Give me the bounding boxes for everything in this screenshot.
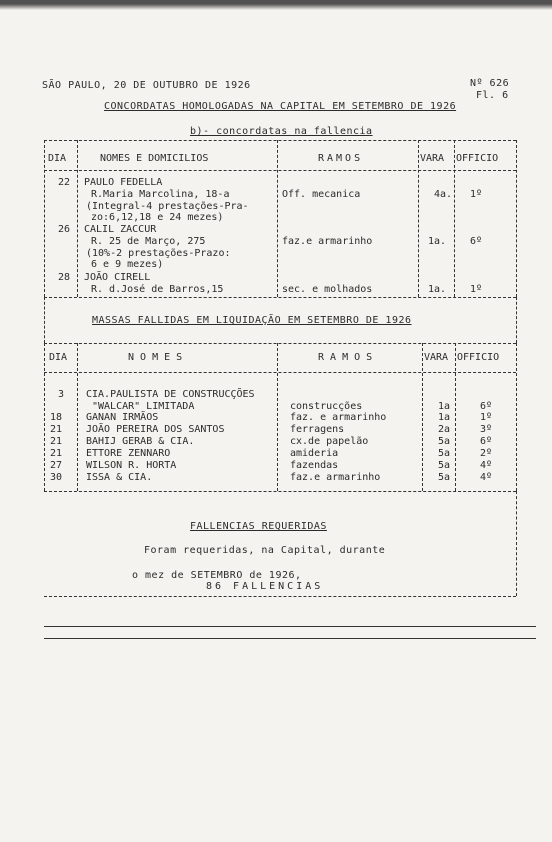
row-name: GANAN IRMÃOS xyxy=(86,412,159,423)
frame-line xyxy=(44,297,45,343)
row-ramo: faz. e armarinho xyxy=(290,412,387,423)
table2-col-line xyxy=(455,343,456,491)
row-name: CALIL ZACCUR xyxy=(84,224,157,235)
row-name: ETTORE ZENNARO xyxy=(86,448,171,459)
page-title: CONCORDATAS HOMOLOGADAS NA CAPITAL EM SETEMBRO DE 1926 xyxy=(104,101,457,112)
row-vara: 5a xyxy=(438,472,451,483)
table1-col-line xyxy=(277,140,278,297)
row-ramo: fazendas xyxy=(290,460,339,471)
row-terms: (Integral-4 prestações-Pra- xyxy=(86,201,249,212)
table2-header-rule xyxy=(44,372,516,373)
row-terms: (10%-2 prestações-Prazo: xyxy=(86,248,231,259)
row-officio: 1º xyxy=(470,189,483,200)
row-vara: 5a xyxy=(438,436,451,447)
dateline: SÃO PAULO, 20 DE OUTUBRO DE 1926 xyxy=(42,80,251,91)
section3-line2: o mez de SETEMBRO de 1926, xyxy=(132,570,302,581)
row-ramo: amideria xyxy=(290,448,339,459)
table2-header-officio: OFFICIO xyxy=(457,352,500,363)
row-dia: 26 xyxy=(58,224,71,235)
closing-rule xyxy=(44,638,536,639)
row-ramo: Off. mecanica xyxy=(282,189,361,200)
table2-col-line xyxy=(77,343,78,491)
row-name: BAHIJ GERAB & CIA. xyxy=(86,436,195,447)
table2-header-nomes: N O M E S xyxy=(128,352,183,363)
row-ramo: construcções xyxy=(290,401,363,412)
table2-col-line xyxy=(516,343,517,491)
table1-header-nomes: NOMES E DOMICILIOS xyxy=(100,153,209,164)
row-vara: 1a xyxy=(438,412,451,423)
table1-col-line xyxy=(44,140,45,297)
row-name: CIA.PAULISTA DE CONSTRUCÇÕES xyxy=(86,389,255,400)
row-vara: 5a xyxy=(438,448,451,459)
row-officio: 2º xyxy=(480,448,493,459)
row-name: JOÃO PEREIRA DOS SANTOS xyxy=(86,424,225,435)
row-name: WILSON R. HORTA xyxy=(86,460,177,471)
row-officio: 4º xyxy=(480,460,493,471)
table2-col-line xyxy=(277,343,278,491)
row-address: R. d.José de Barros,15 xyxy=(91,284,224,295)
table1-col-line xyxy=(516,140,517,297)
table1-header-vara: VARA xyxy=(420,153,445,164)
frame-line xyxy=(516,297,517,343)
table1-bottom-rule xyxy=(44,297,516,298)
row-vara: 5a xyxy=(438,460,451,471)
row-ramo: ferragens xyxy=(290,424,345,435)
table1-col-line xyxy=(418,140,419,297)
row-officio: 6º xyxy=(480,401,493,412)
row-terms: 6 e 9 mezes) xyxy=(91,259,164,270)
row-ramo: cx.de papelão xyxy=(290,436,369,447)
table2-top-rule xyxy=(44,343,516,344)
row-ramo: faz.e armarinho xyxy=(282,236,373,247)
table2-header-vara: VARA xyxy=(424,352,449,363)
row-dia: 30 xyxy=(50,472,63,483)
table2-col-line xyxy=(422,343,423,491)
row-ramo: sec. e molhados xyxy=(282,284,373,295)
row-vara: 1a. xyxy=(428,284,447,295)
row-dia: 21 xyxy=(50,436,63,447)
closing-rule xyxy=(44,596,516,597)
table1-header-dia: DIA xyxy=(48,153,67,164)
closing-rule xyxy=(44,626,536,627)
row-vara: 1a. xyxy=(428,236,447,247)
row-dia: 3 xyxy=(58,389,65,400)
section-subtitle: b)- concordatas na fallencia xyxy=(190,126,373,137)
row-vara: 1a xyxy=(438,401,451,412)
scan-edge-shadow xyxy=(0,0,552,10)
row-officio: 4º xyxy=(480,472,493,483)
row-dia: 21 xyxy=(50,424,63,435)
section3-title: FALLENCIAS REQUERIDAS xyxy=(190,521,327,532)
table2-header-ramos: R A M O S xyxy=(318,352,373,363)
row-officio: 3º xyxy=(480,424,493,435)
row-officio: 6º xyxy=(470,236,483,247)
table1-col-line xyxy=(454,140,455,297)
section3-total: 86 FALLENCIAS xyxy=(206,581,324,592)
section2-title: MASSAS FALLIDAS EM LIQUIDAÇÃO EM SETEMBRO DE 1926 xyxy=(92,315,412,326)
row-name: PAULO FEDELLA xyxy=(84,177,163,188)
row-terms: zo:6,12,18 e 24 mezes) xyxy=(91,212,224,223)
row-name: JOÃO CIRELL xyxy=(84,272,151,283)
section3-line1: Foram requeridas, na Capital, durante xyxy=(144,545,386,556)
row-dia: 22 xyxy=(58,177,71,188)
table1-header-officio: OFFICIO xyxy=(456,153,499,164)
row-address: R.Maria Marcolina, 18-a xyxy=(91,189,230,200)
row-name: "WALCAR" LIMITADA xyxy=(92,401,195,412)
table2-header-dia: DIA xyxy=(49,352,68,363)
row-ramo: faz.e armarinho xyxy=(290,472,381,483)
document-number: Nº 626 xyxy=(470,78,510,89)
table1-col-line xyxy=(77,140,78,297)
row-dia: 18 xyxy=(50,412,63,423)
table1-header-ramos: RAMOS xyxy=(318,153,364,164)
row-address: R. 25 de Março, 275 xyxy=(91,236,206,247)
row-officio: 6º xyxy=(480,436,493,447)
row-dia: 21 xyxy=(50,448,63,459)
row-officio: 1º xyxy=(480,412,493,423)
table2-col-line xyxy=(44,343,45,491)
folio: Fl. 6 xyxy=(476,90,509,101)
row-dia: 27 xyxy=(50,460,63,471)
table1-header-rule xyxy=(44,170,516,171)
row-dia: 28 xyxy=(58,272,71,283)
row-vara: 4a. xyxy=(434,189,453,200)
table2-bottom-rule xyxy=(44,491,516,492)
row-vara: 2a xyxy=(438,424,451,435)
row-name: ISSA & CIA. xyxy=(86,472,153,483)
table1-top-rule xyxy=(44,140,516,141)
frame-line xyxy=(516,491,517,596)
row-officio: 1º xyxy=(470,284,483,295)
